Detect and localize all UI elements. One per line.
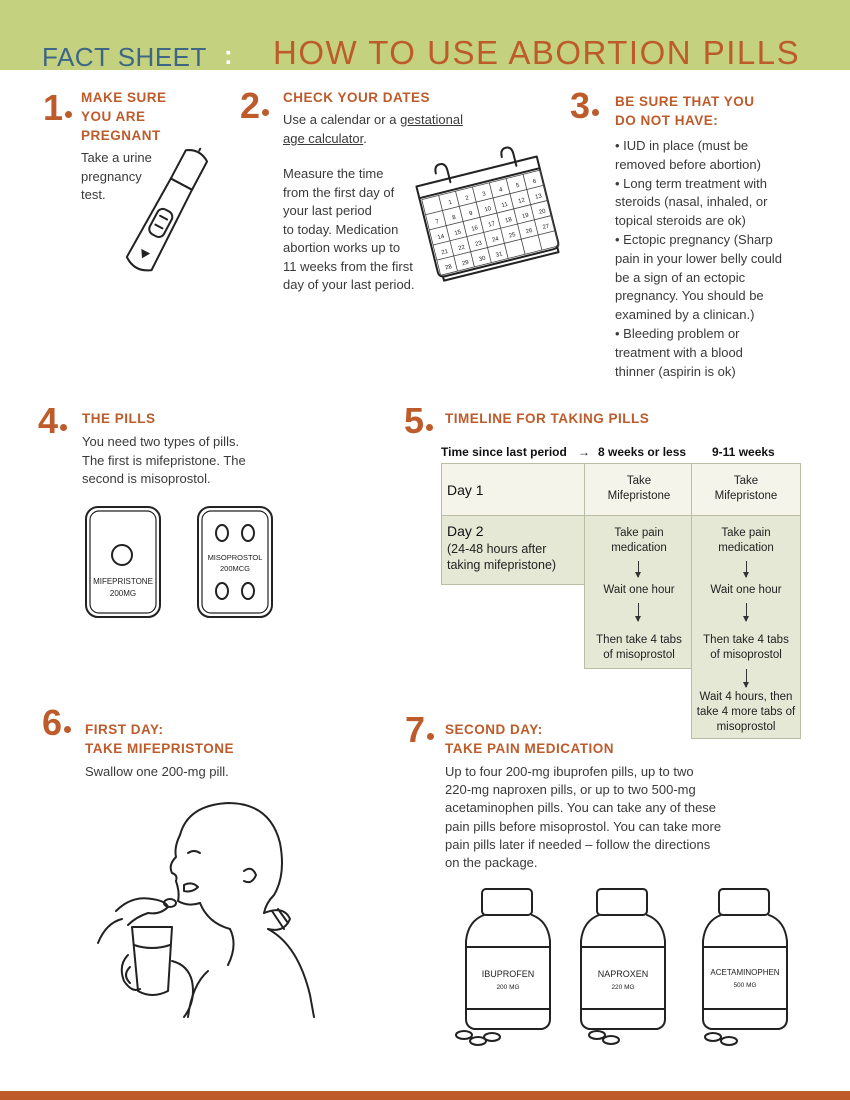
calendar-day: 25 (508, 232, 517, 240)
pregnancy-test-icon (120, 140, 210, 290)
step-2-body-line: abortion works up to (283, 240, 401, 255)
step-6-heading-line: TAKE MIFEPRISTONE (85, 741, 235, 756)
bullet-iud (615, 137, 782, 175)
ibuprofen-bottle-icon (450, 885, 570, 1050)
step-4-body (82, 433, 246, 489)
bullet-bleeding (615, 325, 782, 381)
step-7-heading-line: SECOND DAY: (445, 722, 543, 737)
calendar-day: 7 (434, 219, 440, 226)
calendar-day: 6 (532, 178, 538, 186)
calendar-day: 2 (464, 195, 470, 203)
step-6-heading-line: FIRST DAY: (85, 722, 164, 737)
cell-line: medication (718, 542, 774, 554)
step-1-body-line: test. (81, 187, 106, 202)
calendar-grid-line (422, 170, 540, 199)
step-2-body (283, 165, 415, 295)
timeline-day2-sub (447, 541, 556, 573)
timeline-arrow (746, 669, 747, 687)
calendar-day: 26 (525, 227, 534, 236)
step-7-body-line: pain pills later if needed – follow the directions (445, 836, 711, 852)
misoprostol-pill-pack-icon (196, 505, 276, 620)
cell-line: taking mifepristone) (447, 558, 557, 572)
header-separator: : (224, 40, 233, 70)
timeline-day1-label: Day 1 (447, 482, 484, 498)
footer-bar (0, 1091, 850, 1100)
acetaminophen-bottle-icon (687, 885, 807, 1050)
cell-line: Wait 4 hours, then (699, 691, 793, 703)
step-2-body-line: Measure the time (283, 166, 384, 181)
bullet-line: topical steroids are ok) (615, 213, 746, 229)
step-2-body-line: day of your last period. (283, 277, 415, 292)
step-3-heading-line: BE SURE THAT YOU (615, 94, 755, 109)
bullet-line: • IUD in place (must be (615, 138, 749, 153)
cell-line: Then take 4 tabs (596, 634, 682, 646)
step-5-heading: TIMELINE FOR TAKING PILLS (445, 411, 650, 426)
calendar-icon (415, 140, 560, 270)
gestational-age-calculator-link-cont[interactable]: age calculator (283, 130, 364, 146)
pack-2-dose: 200MCG (219, 564, 251, 573)
cell-line: Take pain (614, 527, 664, 539)
step-7-body-line: pain pills before misoprostol. You can take more (445, 818, 722, 834)
cell-line: take 4 more tabs of (696, 706, 796, 718)
step-1-body-line: pregnancy (81, 168, 142, 184)
bottle-label: NAPROXEN (597, 969, 649, 979)
cell-line: misoprostol (716, 721, 776, 733)
cell-line: Take (626, 475, 652, 487)
cell-line: Mifepristone (714, 490, 778, 502)
person-taking-pill-icon (88, 795, 318, 1020)
step-1-heading-line: MAKE SURE (81, 90, 167, 105)
bullet-line: examined by a clinican.) (615, 307, 755, 323)
step-1-number: 1 (43, 90, 72, 126)
bottle-label: IBUPROFEN (481, 969, 535, 979)
bottle-dose: 500 MG (733, 982, 757, 989)
step-1-heading (81, 88, 167, 145)
calendar-day: 22 (457, 244, 466, 253)
cell-line: Take pain (721, 527, 771, 539)
step-7-body-line: acetaminophen pills. You can take any of these (445, 800, 717, 816)
bullet-line: • Bleeding problem or (615, 325, 740, 341)
calendar-day: 23 (474, 240, 483, 248)
calendar-day: 31 (495, 251, 504, 259)
bottle-dose: 200 MG (496, 984, 520, 991)
step-6-heading (85, 720, 234, 758)
timeline-day2-label: Day 2 (447, 523, 484, 539)
timeline-arrow (638, 561, 639, 577)
timeline-header-col-a: 8 weeks or less (598, 445, 687, 459)
bullet-line: pain in your lower belly could (615, 250, 782, 266)
step-7-number: 7 (405, 712, 434, 748)
bullet-steroids (615, 175, 782, 231)
step-1-body-line: Take a urine (81, 150, 152, 165)
calendar-day: 19 (521, 212, 530, 221)
calendar-day: 16 (470, 225, 479, 233)
timeline-header-col-b: 9-11 weeks (712, 445, 775, 459)
bottle-label: ACETAMINOPHEN (710, 968, 780, 977)
step-3-number: 3 (570, 88, 599, 124)
step-3-heading (615, 92, 755, 130)
step-1-heading-line: YOU ARE (81, 109, 146, 124)
calendar-day: 15 (453, 229, 462, 238)
calendar-day: 30 (478, 255, 487, 264)
calendar-day: 9 (468, 210, 474, 218)
step-2-intro-text: Use a calendar or a (283, 112, 397, 127)
step-6-number: 6 (42, 705, 71, 741)
calendar-day: 17 (487, 221, 496, 229)
step-5-number: 5 (404, 403, 433, 439)
step-2-number: 2 (240, 88, 269, 124)
timeline-b-extra (692, 690, 800, 735)
calendar-day: 1 (448, 199, 453, 207)
timeline-b-wait: Wait one hour (710, 584, 782, 596)
step-7-body (445, 763, 721, 872)
step-7-body-line: 220-mg naproxen pills, or up to two 500-mg (445, 782, 696, 798)
calendar-day: 4 (498, 187, 504, 194)
timeline-b-tabs (692, 633, 800, 663)
step-6-body: Swallow one 200-mg pill. (85, 764, 229, 779)
step-4-number: 4 (38, 403, 67, 439)
step-2-body-line: your last period (283, 203, 372, 218)
step-2-body-line: from the first day of (283, 184, 395, 200)
step-2-intro-period: . (363, 130, 367, 146)
cell-line: Then take 4 tabs (703, 634, 789, 646)
step-2-body-line: to today. Medication (283, 221, 399, 237)
naproxen-bottle-icon (565, 885, 685, 1050)
calendar-day: 10 (483, 206, 492, 214)
timeline-a-tabs (585, 633, 693, 663)
calendar-day: 8 (451, 214, 457, 222)
pack-1-dose: 200MG (109, 589, 137, 598)
calendar-day: 12 (517, 197, 526, 206)
timeline-day1-col-a-text (585, 474, 693, 504)
calendar-day: 14 (437, 233, 446, 242)
calendar-day: 29 (461, 259, 470, 268)
bullet-line: treatment with a blood (615, 344, 743, 360)
timeline-b-pain (692, 526, 800, 556)
bottle-dose: 220 MG (611, 984, 635, 991)
calendar-day: 18 (504, 216, 513, 225)
timeline-arrow (746, 603, 747, 621)
calendar-day: 3 (481, 191, 487, 198)
bullet-line: removed before abortion) (615, 156, 761, 172)
calendar-grid-line (540, 170, 559, 246)
bullet-line: steroids (nasal, inhaled, or (615, 194, 768, 210)
cell-line: of misoprostol (710, 649, 782, 661)
step-7-body-line: on the package. (445, 855, 538, 871)
step-7-heading (445, 720, 614, 758)
timeline-arrow (746, 561, 747, 577)
step-3-bullets (615, 137, 782, 381)
fact-sheet-label: FACT SHEET (42, 42, 207, 72)
calendar-day: 11 (501, 201, 509, 210)
pack-2-label: MISOPROSTOL (207, 553, 263, 562)
step-2-heading: CHECK YOUR DATES (283, 90, 431, 105)
step-4-heading: THE PILLS (82, 411, 156, 426)
bullet-line: be a sign of an ectopic (615, 269, 746, 285)
calendar-day: 27 (542, 223, 551, 232)
bullet-line: thinner (aspirin is ok) (615, 363, 736, 379)
step-7-body-line: Up to four 200-mg ibuprofen pills, up to two (445, 764, 694, 779)
cell-line: of misoprostol (603, 649, 675, 661)
page-title: HOW TO USE ABORTION PILLS (273, 34, 801, 71)
cell-line: Take (733, 475, 759, 487)
calendar-day: 5 (515, 182, 521, 190)
step-4-body-line: The first is mifepristone. The (82, 452, 246, 468)
timeline-a-wait: Wait one hour (603, 584, 675, 596)
timeline-a-pain (585, 526, 693, 556)
calendar-day: 28 (444, 264, 453, 272)
mifepristone-pill-pack-icon (84, 505, 164, 620)
step-1-heading-line: PREGNANT (81, 128, 161, 143)
timeline-arrow (638, 603, 639, 621)
cell-line: (24-48 hours after (447, 542, 547, 556)
step-2-body-line: 11 weeks from the first (283, 258, 413, 274)
step-3-heading-line: DO NOT HAVE: (615, 113, 719, 128)
calendar-day: 20 (538, 208, 547, 216)
calendar-day: 24 (491, 236, 500, 244)
timeline-day1-col-b-text (692, 474, 800, 504)
step-4-body-line: second is misoprostol. (82, 471, 211, 486)
step-7-heading-line: TAKE PAIN MEDICATION (445, 741, 614, 756)
timeline-header-arrow: → (578, 445, 590, 459)
cell-line: medication (611, 542, 667, 554)
bullet-line: pregnancy. You should be (615, 288, 764, 304)
bullet-line: • Long term treatment with (615, 175, 767, 191)
cell-line: Mifepristone (607, 490, 671, 502)
bullet-ectopic (615, 231, 782, 325)
step-4-body-line: You need two types of pills. (82, 434, 240, 449)
pack-1-label: MIFEPRISTONE (93, 577, 153, 586)
bullet-line: • Ectopic pregnancy (Sharp (615, 231, 773, 247)
calendar-day: 21 (440, 248, 449, 257)
calendar-day: 13 (534, 193, 543, 201)
timeline-header-left: Time since last period (441, 445, 567, 459)
gestational-age-calculator-link[interactable]: gestational (400, 112, 463, 127)
